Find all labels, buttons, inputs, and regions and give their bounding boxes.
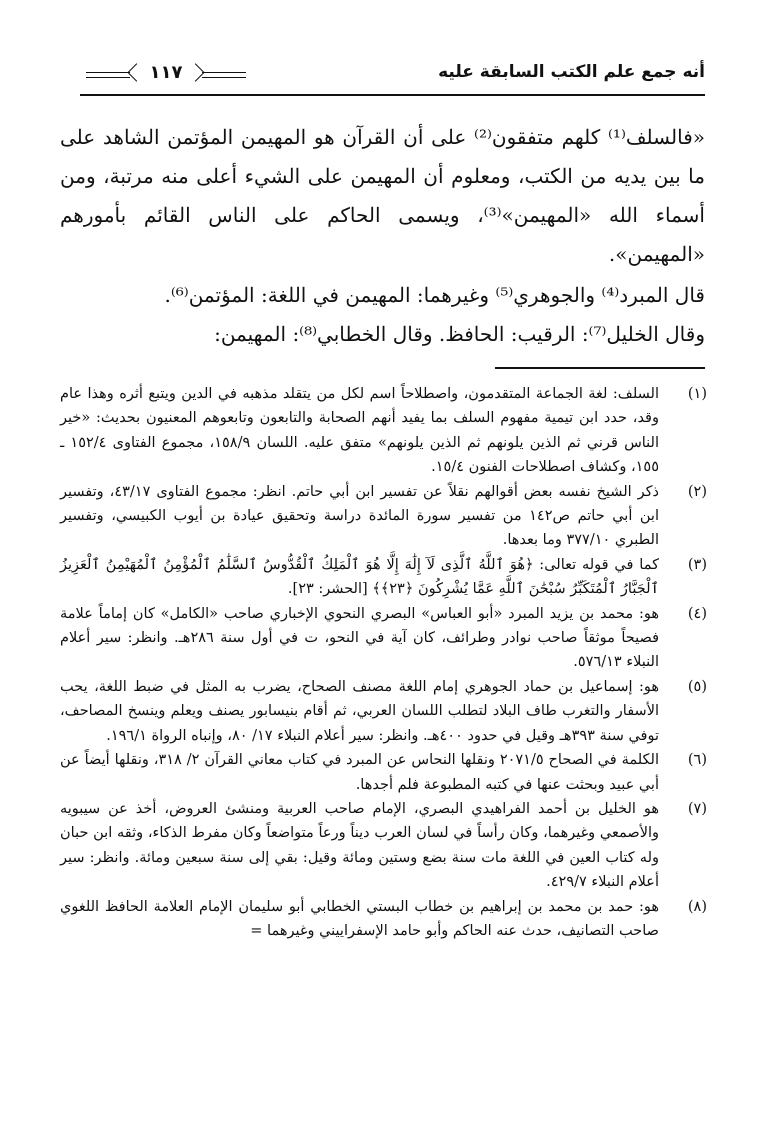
footnote-text: كما في قوله تعالى: ﴿هُوَ ٱللَّهُ ٱلَّذِى لَآ إِلَٰهَ إِلَّا هُوَ ٱلْمَلِكُ ٱلْقُدُّوسُ ٱلسَّلَٰمُ ٱلْمُؤْمِنُ ٱلْمُهَيْمِنُ ٱلْعَزِيزُ ٱلْجَبَّارُ ٱلْمُتَكَبِّرُ سُبْحَٰنَ ٱللَّهِ عَمَّا يُشْرِكُونَ ﴿٢٣﴾﴾ [الحشر: ٢٣].: [60, 556, 659, 598]
footnote-number: (٦): [687, 752, 707, 769]
footnote-number: (٨): [687, 898, 707, 915]
footnote-text: هو: إسماعيل بن حماد الجوهري إمام اللغة مصنف الصحاح، يضرب به المثل في ضبط اللغة، يحب الأسفار والتغرب طاف البلاد لتطلب اللسان العربي، ثم أقام بنيسابور يصنف ويعلم وينسخ المصاحف، توفي سنة ٣٩٣هـ وقيل في حدود ٤٠٠هـ. وانظر: سير أعلام النبلاء ١٧/ ٨٠، وإنباه الرواة ١٩٦/١.: [60, 678, 659, 744]
footnote: [60, 895, 707, 944]
footnote: [60, 480, 707, 553]
footnote: [60, 675, 707, 748]
footnote-text: ذكر الشيخ نفسه بعض أقوالهم نقلاً عن تفسير ابن أبي حاتم. انظر: مجموع الفتاوى ٤٣/١٧، وتفسير ابن أبي حاتم ص١٤٢ من تفسير سورة المائدة دراسة وتحقيق عيادة بن أيوب الكبيسي، وتفسير الطبري ٣٧٧/١٠ وما بعدها.: [60, 483, 660, 549]
footnote-text: الكلمة في الصحاح ٢٠٧١/٥ ونقلها النحاس عن المبرد في كتاب معاني القرآن ٢/ ٣١٨، ونقلها أيضاً عن أبي عبيد وبحثت عنها في كتبه المطبوعة فلم أجدها.: [60, 752, 659, 793]
footnote-number: (١): [687, 386, 707, 402]
running-header: [80, 60, 705, 96]
chapter-title: أنه جمع علم الكتب السابقة عليه: [438, 62, 705, 82]
footnote-number: (٢): [687, 483, 707, 500]
footnote: [60, 797, 707, 895]
footnotes: [60, 382, 707, 943]
footnote-text: هو: حمد بن محمد بن إبراهيم بن خطاب البستي الخطابي أبو سليمان الإمام العلامة الحافظ اللغوي صاحب التصانيف، حدث عنه الحاكم وأبو حامد الإسفراييني وغيرهما =: [60, 898, 659, 939]
footnote-number: (٧): [687, 800, 707, 817]
main-text: [60, 118, 705, 354]
footnote: [60, 602, 707, 675]
ornament-rule: [86, 72, 130, 73]
paragraph: «فالسلف⁽¹⁾ كلهم متفقون⁽²⁾ على أن القرآن هو المهيمن المؤتمن الشاهد على ما بين يديه من الكتب، ومعلوم أن المهيمن على الشيء أعلى منه مرتبة، ومن أسماء الله «المهيمن»⁽³⁾، ويسمى الحاكم على الناس القائم بأمورهم «المهيمن».: [60, 125, 705, 266]
page-number: ١١٧: [134, 62, 198, 86]
page-number-ornament: [80, 62, 250, 88]
ornament-rule: [202, 72, 246, 73]
footnote-number: (٣): [687, 556, 707, 573]
paragraph: قال المبرد⁽⁴⁾ والجوهري⁽⁵⁾ وغيرهما: المهيمن في اللغة: المؤتمن⁽⁶⁾.: [164, 283, 705, 307]
footnote-text: هو الخليل بن أحمد الفراهيدي البصري، الإمام صاحب العربية ومنشئ العروض، أخذ عن سيبويه والأصمعي وغيرهما، وكان رأساً في لسان العرب ديناً ورعاً متواضعاً وكان مفرط الذكاء، وثقه ابن حبان وله كتاب العين في اللغة مات سنة بضع وستين ومائة وقيل: بقي إلى سنة سبعين ومائة. وانظر: سير أعلام النبلاء ٤٢٩/٧.: [60, 800, 659, 891]
ornament-rule: [86, 77, 130, 78]
footnote-number: (٤): [687, 605, 707, 622]
footnote: [60, 382, 707, 480]
paragraph: وقال الخليل⁽⁷⁾: الرقيب: الحافظ. وقال الخطابي⁽⁸⁾: المهيمن:: [214, 322, 705, 346]
footnote-number: (٥): [687, 678, 707, 695]
footnote: [60, 748, 707, 797]
footnote-text: السلف: لغة الجماعة المتقدمون، واصطلاحاً اسم لكل من يتقلد مذهبه في الدين ويتبع أثره وهذا عام وقد، حدد ابن تيمية مفهوم السلف بما يفيد أنهم الصحابة والتابعون وتابعوهم المعنيون بحديث: «خير الناس قرني ثم الذين يلونهم ثم الذين يلونهم» متفق عليه. اللسان ١٥٨/٩، مجموع الفتاوى ١٥٢/٤ ـ ١٥٥، وكشاف اصطلاحات الفنون ١٥/٤.: [60, 386, 660, 476]
footnote-divider: [495, 367, 705, 369]
footnote: [60, 553, 707, 602]
footnote-text: هو: محمد بن يزيد المبرد «أبو العباس» البصري النحوي الإخباري صاحب «الكامل» كان إماماً علامة فصيحاً موثقاً صاحب نوادر وطرائف، كان آية في النحو، ت في أول سنة ٢٨٦هـ. وانظر: سير أعلام النبلاء ٥٧٦/١٣.: [60, 605, 660, 671]
ornament-rule: [202, 77, 246, 78]
header-divider: [80, 94, 705, 96]
